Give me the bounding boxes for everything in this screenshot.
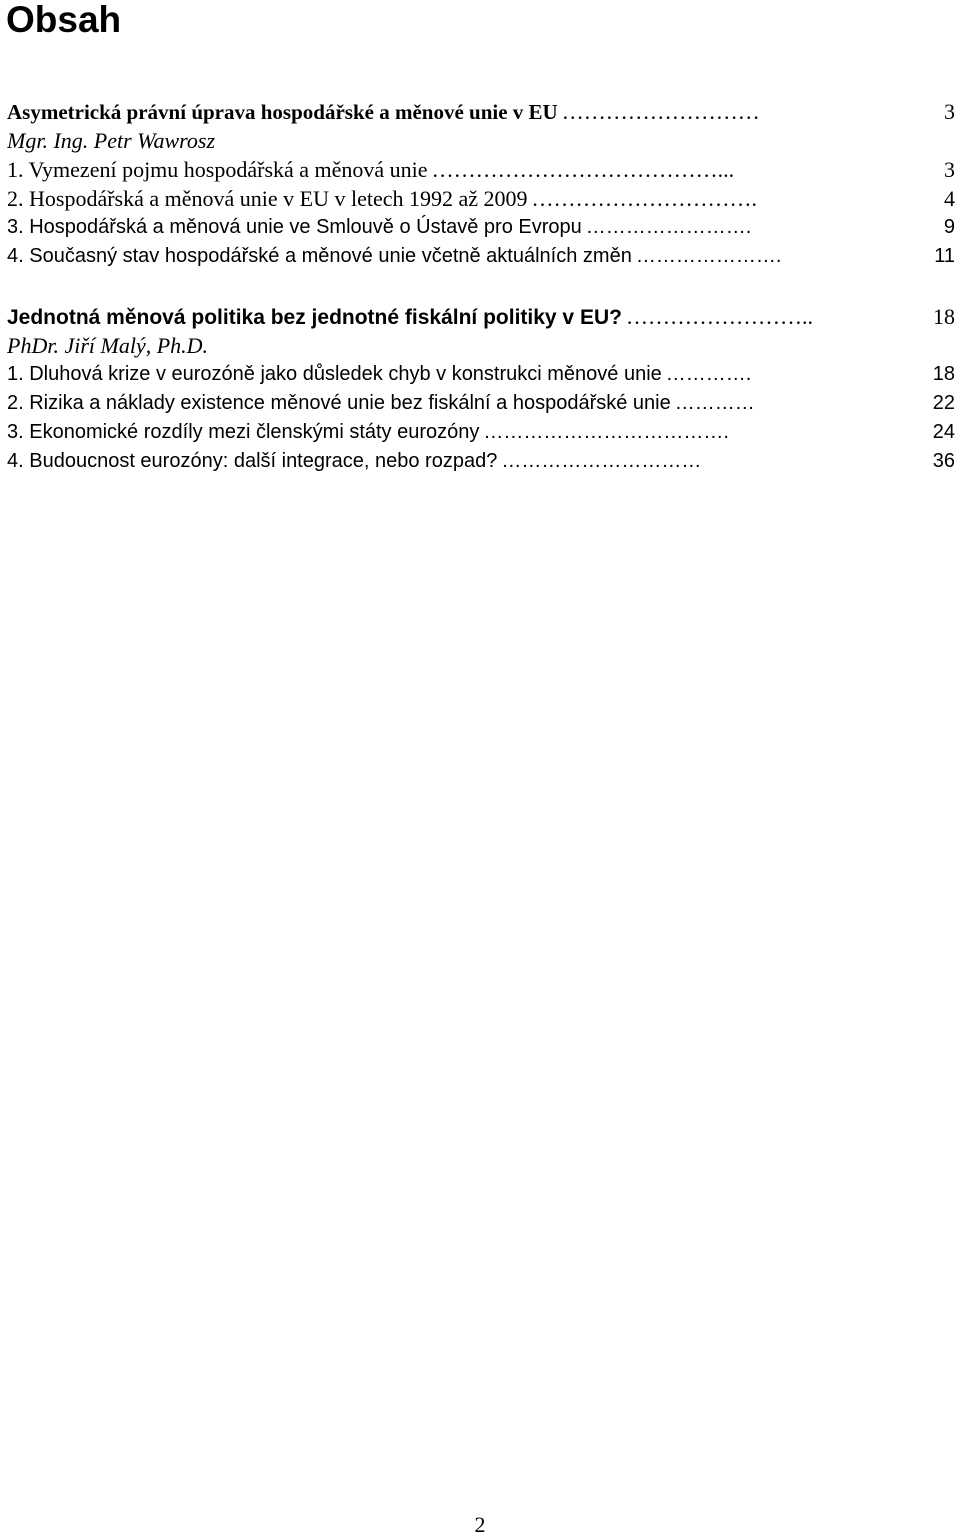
toc-leader-dots: …………………. bbox=[635, 245, 782, 267]
toc-section-title: Asymetrická právní úprava hospodářské a měnové unie v EU bbox=[7, 100, 558, 124]
toc-entry-text: 2. Rizika a náklady existence měnové unie bez fiskální a hospodářské unie bbox=[7, 392, 671, 414]
toc-page-number: 4 bbox=[944, 186, 955, 211]
toc-entry-text: 4. Současný stav hospodářské a měnové unie včetně aktuálních změn bbox=[7, 245, 632, 267]
toc-leader-dots: …………. bbox=[665, 363, 752, 385]
toc-page-number: 11 bbox=[934, 245, 955, 267]
toc-page-number: 9 bbox=[943, 216, 955, 238]
toc-page-number: 22 bbox=[932, 392, 955, 414]
toc-leader-dots: ………… bbox=[674, 392, 755, 414]
toc-entry-text: 3. Hospodářská a měnová unie ve Smlouvě o Ústavě pro Evropu bbox=[7, 216, 582, 238]
toc-section-1 bbox=[7, 97, 955, 271]
toc-author-row bbox=[7, 126, 955, 155]
toc-entry-text: 1. Vymezení pojmu hospodářská a měnová unie bbox=[7, 157, 428, 182]
toc-leader-dots: …………………………………... bbox=[431, 157, 735, 182]
toc-entry-text: 1. Dluhová krize v eurozóně jako důsledek chyb v konstrukci měnové unie bbox=[7, 363, 662, 385]
page-title: Obsah bbox=[6, 0, 122, 40]
toc-author: Mgr. Ing. Petr Wawrosz bbox=[7, 128, 216, 153]
toc-entry[interactable] bbox=[7, 184, 955, 213]
toc-section-title: Jednotná měnová politika bez jednotné fiskální politiky v EU? bbox=[7, 306, 622, 329]
toc-entry[interactable] bbox=[7, 389, 955, 418]
toc-section-title-row[interactable] bbox=[7, 97, 955, 126]
toc-page-number: 18 bbox=[933, 304, 955, 329]
toc-entry[interactable] bbox=[7, 447, 955, 476]
toc-section-2 bbox=[7, 302, 955, 476]
toc-section-title-row[interactable] bbox=[7, 302, 955, 331]
toc-leader-dots: ………………………… bbox=[501, 450, 702, 472]
toc-entry[interactable] bbox=[7, 242, 955, 271]
toc-page-number: 3 bbox=[944, 99, 955, 124]
toc-leader-dots: ……………………… bbox=[561, 99, 760, 124]
toc-leader-dots: ………………………………. bbox=[483, 421, 729, 443]
page-number: 2 bbox=[474, 1512, 486, 1537]
toc-entry-text: 2. Hospodářská a měnová unie v EU v letech 1992 až 2009 bbox=[7, 186, 528, 211]
toc-author-row bbox=[7, 331, 955, 360]
toc-leader-dots: …………………………. bbox=[531, 186, 758, 211]
toc-entry[interactable] bbox=[7, 213, 955, 242]
toc-author: PhDr. Jiří Malý, Ph.D. bbox=[7, 333, 209, 358]
toc-page-number: 18 bbox=[932, 363, 955, 385]
toc-page-number: 3 bbox=[944, 157, 955, 182]
toc-leader-dots: …………………….. bbox=[625, 304, 813, 329]
toc-entry[interactable] bbox=[7, 418, 955, 447]
toc-entry[interactable] bbox=[7, 360, 955, 389]
toc-entry[interactable] bbox=[7, 155, 955, 184]
toc-leader-dots: ……………………. bbox=[585, 216, 752, 238]
toc-page-number: 36 bbox=[932, 450, 955, 472]
toc-entry-text: 3. Ekonomické rozdíly mezi členskými státy eurozóny bbox=[7, 421, 480, 443]
toc-entry-text: 4. Budoucnost eurozóny: další integrace, nebo rozpad? bbox=[7, 450, 498, 472]
toc-page-number: 24 bbox=[932, 421, 955, 443]
